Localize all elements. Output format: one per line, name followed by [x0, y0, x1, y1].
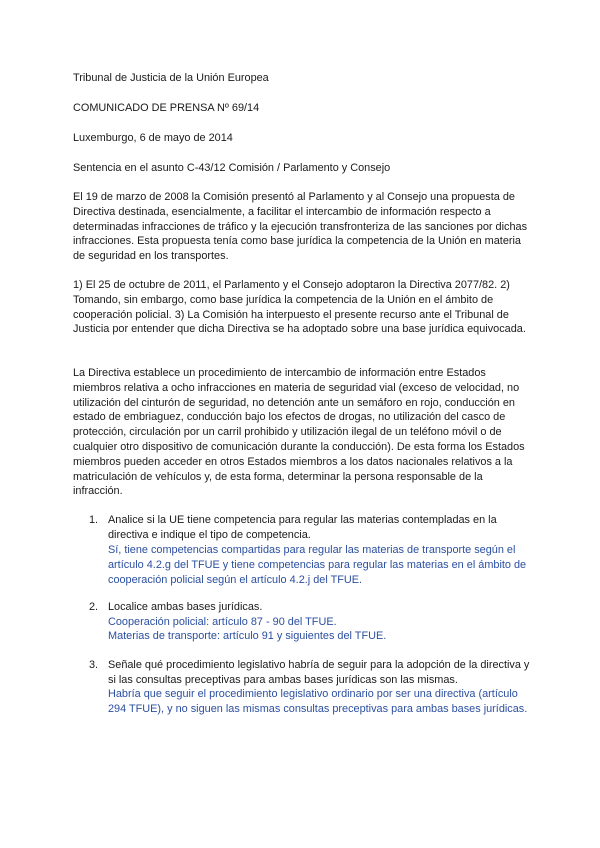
- case-title: Sentencia en el asunto C-43/12 Comisión / Parlamento y Consejo: [73, 162, 391, 174]
- answer-text: Sí, tiene competencias compartidas para regular las materias de transporte según el artículo 4.2.g del TFUE y tiene competencias para regular las materias en el ámbito de cooperación policial según el artículo 4.2.j del TFUE.: [108, 544, 527, 586]
- court-name: Tribunal de Justicia de la Unión Europea: [73, 72, 269, 84]
- question-number: 1.: [89, 514, 99, 526]
- press-release-number: COMUNICADO DE PRENSA Nº 69/14: [73, 102, 260, 114]
- answer-line: Cooperación policial: artículo 87 - 90 del TFUE.: [108, 616, 337, 628]
- question-number: 2.: [89, 601, 99, 613]
- date-line: Luxemburgo, 6 de mayo de 2014: [73, 132, 233, 144]
- answer-text: Habría que seguir el procedimiento legislativo ordinario por ser una directiva (artículo 294 TFUE), y no siguen las mismas consultas preceptivas para ambas bases jurídicas.: [108, 688, 528, 715]
- question-number: 3.: [89, 659, 99, 671]
- paragraph-proposal: El 19 de marzo de 2008 la Comisión presentó al Parlamento y al Consejo una propuesta de Directiva destinada, esencialmente, a facilitar el intercambio de información respecto a determinadas infracciones de tráfico y la ejecución transfronteriza de las sanciones por dichas infracciones. Esta propuesta tenía como base jurídica la competencia de la Unión en materia de seguridad en los transportes.: [73, 191, 528, 263]
- question-text: Localice ambas bases jurídicas.: [108, 601, 263, 613]
- paragraph-adoption: 1) El 25 de octubre de 2011, el Parlamento y el Consejo adoptaron la Directiva 2077/82. 2) Tomando, sin embargo, como base jurídica la competencia de la Unión en el ámbito de cooperación policial. 3) La Comisión ha interpuesto el presente recurso ante el Tribunal de Justicia por entender que dicha Directiva se ha adoptado sobre una base jurídica equivocada.: [73, 279, 526, 336]
- paragraph-directive: La Directiva establece un procedimiento de intercambio de información entre Estados miembros relativa a ocho infracciones en materia de seguridad vial (exceso de velocidad, no utilización del cinturón de seguridad, no detención ante un semáforo en rojo, conducción en estado de embriaguez, conducción bajo los efectos de drogas, no utilización del casco de protección, circulación por un carril prohibido y utilización ilegal de un teléfono móvil o de cualquier otro dispositivo de comunicación durante la conducción). De esta forma los Estados miembros pueden acceder en otros Estados miembros a los datos nacionales relativos a la matriculación de vehículos y, de esta forma, determinar la persona responsable de la infracción.: [73, 367, 525, 498]
- answer-line: Materias de transporte: artículo 91 y siguientes del TFUE.: [108, 630, 387, 642]
- question-text: Señale qué procedimiento legislativo habría de seguir para la adopción de la directiva y si las consultas preceptivas para ambas bases jurídicas son las mismas.: [108, 659, 530, 686]
- question-text: Analice si la UE tiene competencia para regular las materias contempladas en la directiva e indique el tipo de competencia.: [108, 514, 497, 541]
